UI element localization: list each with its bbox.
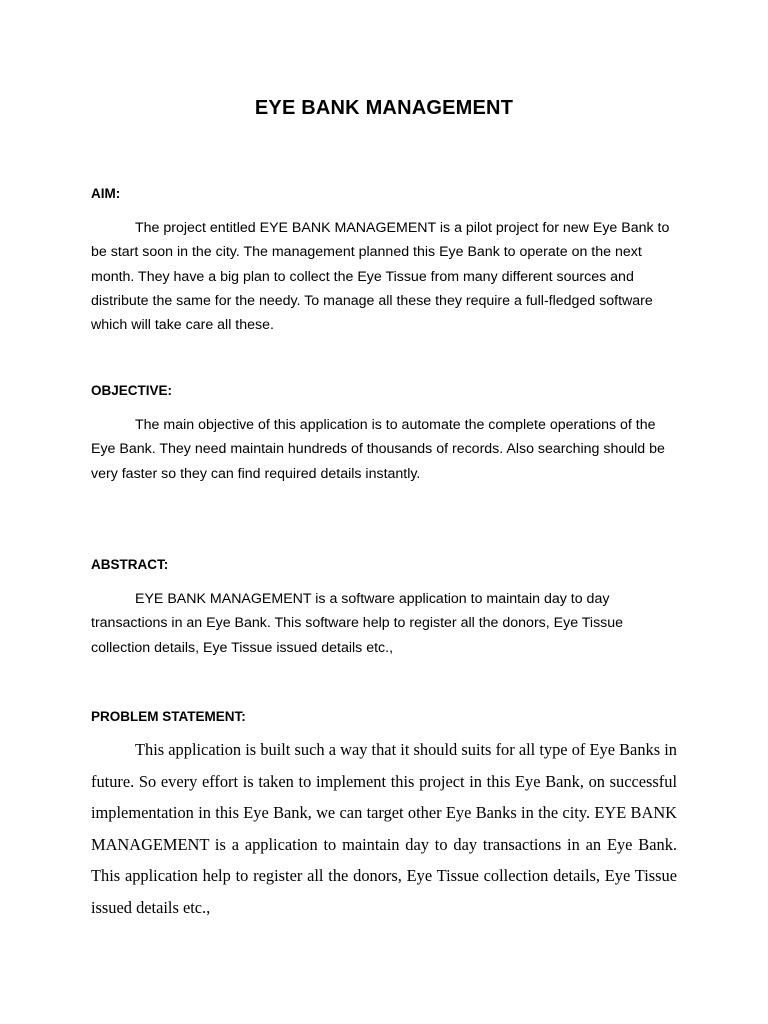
problem-statement-paragraph: This application is built such a way that it should suits for all type of Eye Banks in future. So every effort is taken to implement this project in this Eye Bank, on successful implementation in this Eye Bank, we can target other Eye Banks in the city. EYE BANK MANAGEMENT is a application to maintain day to day transactions in an Eye Bank. This application help to register all the donors, Eye Tissue collection details, Eye Tissue issued details etc., [91,740,677,917]
objective-paragraph: The main objective of this application is to automate the complete operations of the Eye Bank. They need maintain hundreds of thousands of records. Also searching should be very faster so they can find required details instantly. [91,417,665,482]
abstract-paragraph: EYE BANK MANAGEMENT is a software application to maintain day to day transactions in an Eye Bank. This software help to register all the donors, Eye Tissue collection details, Eye Tissue issued details etc., [91,591,624,656]
problem-statement-heading: PROBLEM STATEMENT: [91,709,246,724]
abstract-heading: ABSTRACT: [91,557,169,572]
document-title: EYE BANK MANAGEMENT [254,97,514,119]
objective-heading: OBJECTIVE: [91,383,173,398]
aim-paragraph: The project entitled EYE BANK MANAGEMENT is a pilot project for new Eye Bank to be start soon in the city. The management planned this Eye Bank to operate on the next month. They have a big plan to collect the Eye Tissue from many different sources and distribute the same for the needy. To manage all these they require a full-fledged software which will take care all these. [91,220,670,334]
aim-heading: AIM: [91,186,121,201]
